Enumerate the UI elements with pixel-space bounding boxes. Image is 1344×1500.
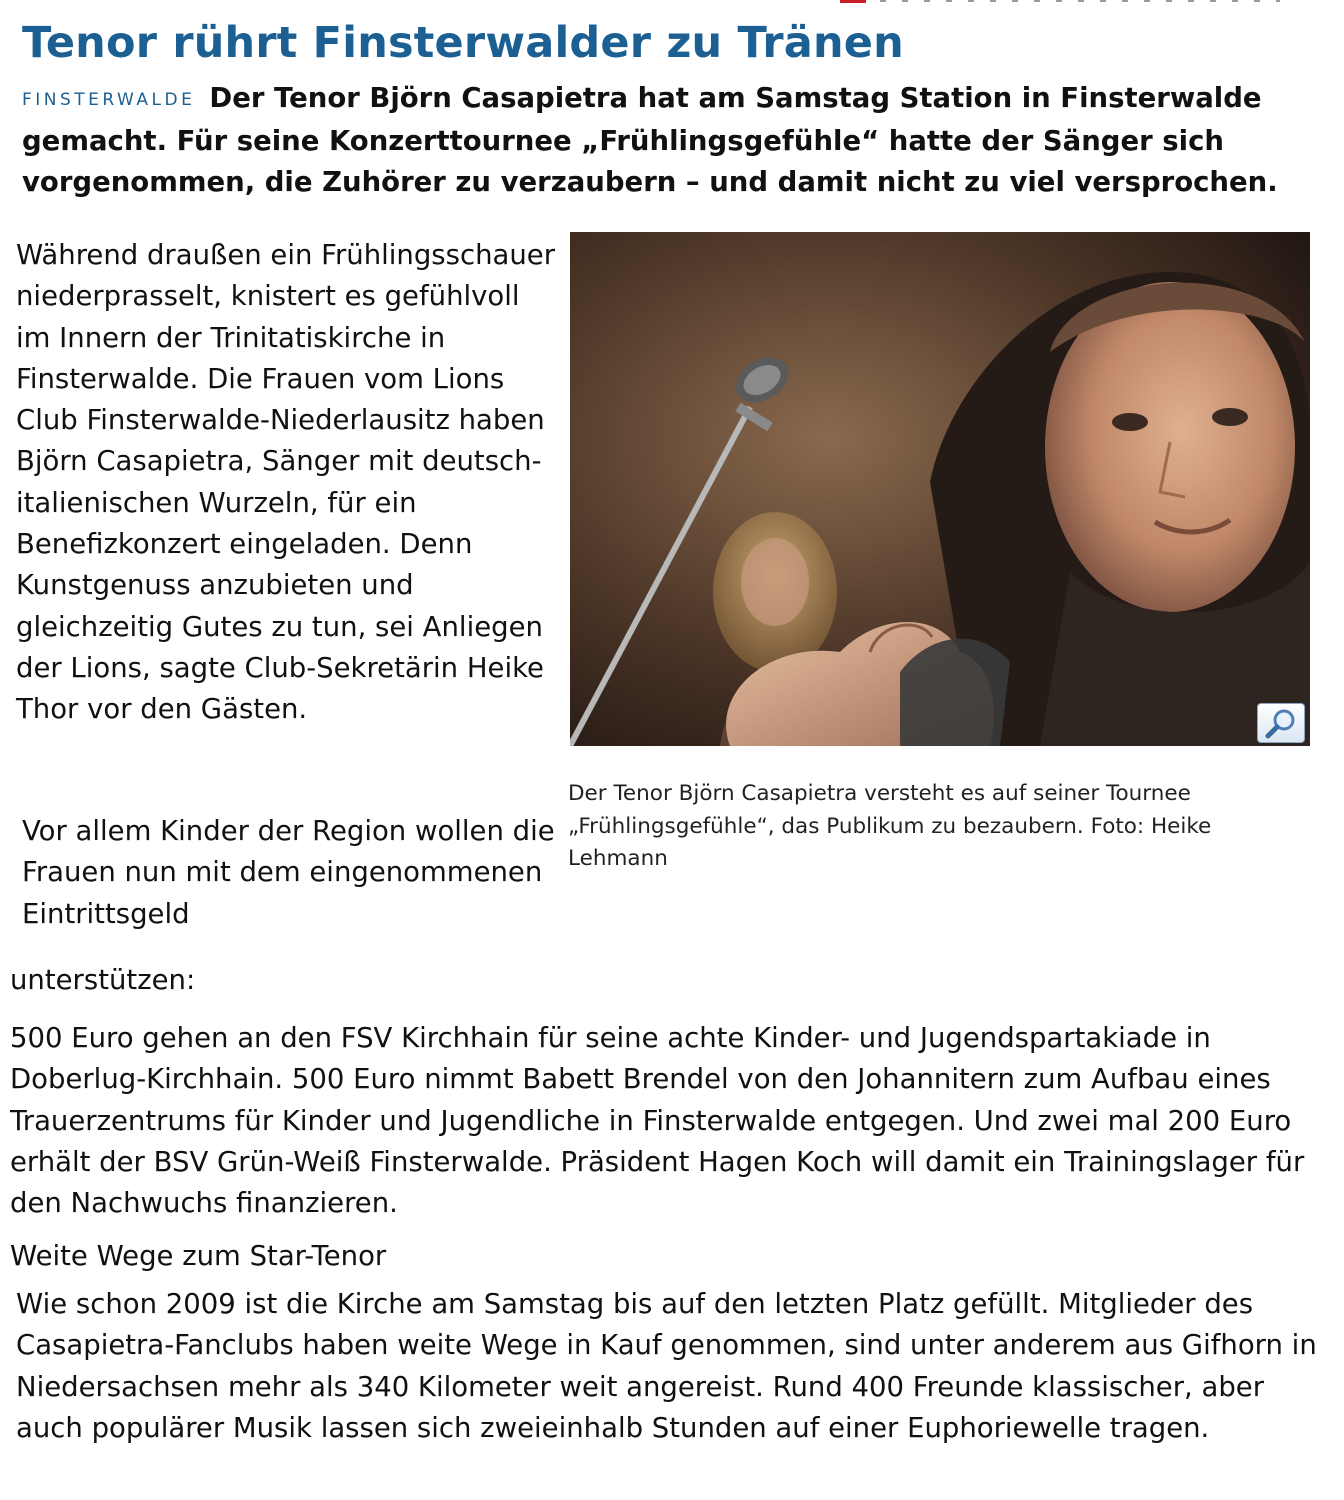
- paragraph-2: Vor allem Kinder der Region wollen die Frauen nun mit dem eingenommenen Eintrittsgeld: [22, 815, 555, 930]
- paragraph-5: Wie schon 2009 ist die Kirche am Samstag bis auf den letzten Platz gefüllt. Mitglieder des Casapietra-Fanclubs haben weite Wege in Kauf genommen, sind unter anderem aus Gifhorn in Niedersachsen mehr als 340 Kilometer weit angereist. Rund 400 Freunde klassischer, aber auch populärer Musik lassen sich zweieinhalb Stunden auf einer Euphoriewelle tragen.: [16, 1288, 1317, 1444]
- dateline: FINSTERWALDE: [22, 90, 196, 110]
- paragraph-1: Während draußen ein Frühlingsschauer niederprasselt, knistert es gefühlvoll im Innern der Trinitatiskirche in Finsterwalde. Die Frauen vom Lions Club Finsterwalde-Niederlausitz haben Björn Casapietra, Sänger mit deutsch-italienischen Wurzeln, für ein Benefizkonzert eingeladen. Denn Kunstgenuss anzubieten und gleichzeitig Gutes zu tun, sei Anliegen der Lions, sagte Club-Sekretärin Heike Thor vor den Gästen.: [16, 239, 556, 726]
- section-subheading: Weite Wege zum Star-Tenor: [10, 1240, 387, 1272]
- cropped-top-strip: [840, 0, 1280, 4]
- article-lead: [22, 78, 1322, 203]
- photo-caption: Der Tenor Björn Casapietra versteht es auf seiner Tournee „Frühlingsgefühle“, das Publikum zu bezaubern. Foto: Heike Lehmann: [568, 781, 1212, 871]
- article-headline: Tenor rührt Finsterwalder zu Tränen: [22, 18, 904, 68]
- paragraph-3: unterstützen:: [10, 964, 196, 996]
- magnifier-icon: [1258, 704, 1304, 742]
- tenor-photo-illustration: [570, 232, 1310, 746]
- zoom-button[interactable]: [1257, 703, 1305, 743]
- paragraph-4: 500 Euro gehen an den FSV Kirchhain für seine achte Kinder- und Jugendspartakiade in Doberlug-Kirchhain. 500 Euro nimmt Babett Brendel von den Johannitern zum Aufbau eines Trauerzentrums für Kinder und Jugendliche in Finsterwalde entgegen. Und zwei mal 200 Euro erhält der BSV Grün-Weiß Finsterwalde. Präsident Hagen Koch will damit ein Trainingslager für den Nachwuchs finanzieren.: [10, 1022, 1305, 1220]
- lead-text: Der Tenor Björn Casapietra hat am Samstag Station in Finsterwalde gemacht. Für seine Konzerttournee „Frühlingsgefühle“ hatte der Sänger sich vorgenommen, die Zuhörer zu verzaubern – und damit nicht zu viel versprochen.: [22, 82, 1278, 198]
- article-photo[interactable]: [570, 232, 1310, 746]
